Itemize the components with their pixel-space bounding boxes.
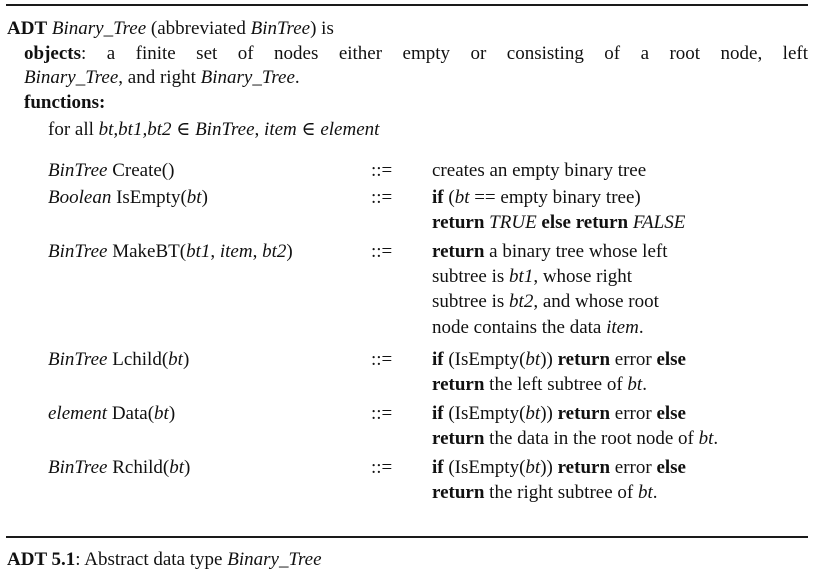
adt-header <box>7 17 334 41</box>
objects-line-1 <box>24 42 808 66</box>
caption-text: : Abstract data type <box>75 549 223 570</box>
arg-isempty: bt <box>186 187 202 208</box>
desc-text: (IsEmpty( <box>448 457 526 478</box>
close-rchild: ) <box>184 457 191 478</box>
kw-if: if <box>432 349 444 370</box>
arg-bt: bt <box>154 403 169 424</box>
desc-text: error <box>614 403 652 424</box>
desc-data-2 <box>432 427 718 451</box>
forall-comma: , <box>254 119 260 140</box>
desc-text: error <box>614 349 652 370</box>
kw-return: return <box>432 374 485 395</box>
var-bt2: bt2 <box>509 291 534 312</box>
kw-else: else <box>656 457 686 478</box>
fname-lchild: Lchild( <box>112 349 169 370</box>
desc-text: )) <box>540 403 553 424</box>
caption-name: Binary_Tree <box>227 549 322 570</box>
arg-item: item <box>219 241 253 262</box>
adt-name: Binary_Tree <box>51 18 147 39</box>
close-data: ) <box>168 403 176 424</box>
rtype-isempty: Boolean <box>48 187 112 208</box>
rtype-rchild: BinTree <box>48 457 108 478</box>
op-create: ::= <box>371 160 393 181</box>
period: . <box>652 482 658 503</box>
kw-return: return <box>432 212 485 233</box>
desc-text: the left subtree of <box>489 374 623 395</box>
arg-bt: bt <box>168 349 183 370</box>
forall-line <box>48 118 379 142</box>
top-rule <box>6 4 808 6</box>
caption-label: ADT 5.1 <box>7 549 76 570</box>
kw-else: else <box>656 403 686 424</box>
desc-text: (IsEmpty( <box>448 403 526 424</box>
forall-type-bintree: BinTree <box>195 119 255 140</box>
desc-makebt-1 <box>432 240 667 264</box>
caption <box>7 548 322 572</box>
kw-return: return <box>557 403 611 424</box>
sep-2: , <box>252 241 263 262</box>
objects-text-2: , and right <box>118 67 196 88</box>
sig-makebt <box>48 240 293 264</box>
op-data: ::= <box>371 403 393 424</box>
kw-else: else <box>656 349 686 370</box>
desc-text: node contains the data <box>432 317 602 338</box>
forall-type-element: element <box>320 119 380 140</box>
rtype-makebt: BinTree <box>48 241 108 262</box>
desc-text: , whose right <box>533 266 633 287</box>
var-bt: bt <box>454 187 470 208</box>
arg-bt: bt <box>169 457 184 478</box>
fname-isempty: IsEmpty( <box>116 187 187 208</box>
paren: ( <box>448 187 455 208</box>
desc-text: error <box>614 457 652 478</box>
kw-return: return <box>557 349 611 370</box>
op-isempty: ::= <box>371 187 393 208</box>
var-bt1: bt1 <box>509 266 534 287</box>
period: . <box>642 374 647 395</box>
desc-text: subtree is <box>432 291 505 312</box>
desc-makebt-2 <box>432 265 632 289</box>
desc-lchild-1 <box>432 348 686 372</box>
arg-bt2: bt2 <box>262 241 287 262</box>
sig-isempty <box>48 186 208 210</box>
desc-text: a binary tree whose left <box>489 241 668 262</box>
desc-lchild-2 <box>432 373 647 397</box>
var-item: item <box>606 317 639 338</box>
functions-heading <box>24 91 105 115</box>
objects-type-2: Binary_Tree <box>200 67 295 88</box>
desc-create-text: creates an empty binary tree <box>432 160 647 181</box>
elem-of-symbol: ∈ <box>176 119 191 140</box>
value-false: FALSE <box>632 212 686 233</box>
value-true: TRUE <box>489 212 537 233</box>
desc-text: , and whose root <box>533 291 659 312</box>
fname-create: Create() <box>112 160 175 181</box>
bottom-rule <box>6 536 808 538</box>
kw-return: return <box>432 241 485 262</box>
var-bt: bt <box>525 349 541 370</box>
kw-return: return <box>557 457 611 478</box>
desc-text: )) <box>540 349 553 370</box>
kw-if: if <box>432 187 444 208</box>
rtype-lchild: BinTree <box>48 349 108 370</box>
var-bt: bt <box>627 374 643 395</box>
var-bt: bt <box>637 482 653 503</box>
forall-item: item <box>264 119 297 140</box>
var-bt: bt <box>525 457 541 478</box>
kw-if: if <box>432 403 444 424</box>
op-makebt: ::= <box>371 241 393 262</box>
desc-text: == empty binary tree) <box>474 187 641 208</box>
abbr-close: ) is <box>310 18 334 39</box>
desc-makebt-3 <box>432 290 659 314</box>
sig-lchild <box>48 348 189 372</box>
desc-create <box>432 159 646 183</box>
desc-text: (IsEmpty( <box>448 349 526 370</box>
objects-period: . <box>294 67 300 88</box>
kw-if: if <box>432 457 444 478</box>
adt-keyword: ADT <box>7 18 48 39</box>
close-lchild: ) <box>182 349 190 370</box>
var-bt: bt <box>698 428 714 449</box>
desc-makebt-4 <box>432 316 644 340</box>
close-makebt: ) <box>286 241 293 262</box>
desc-rchild-1 <box>432 456 686 480</box>
fname-makebt: MakeBT( <box>112 241 187 262</box>
functions-label: functions <box>24 92 99 113</box>
objects-label: objects <box>24 43 81 64</box>
desc-isempty-1 <box>432 186 641 210</box>
sig-data <box>48 402 175 426</box>
period: . <box>638 317 644 338</box>
desc-text: subtree is <box>432 266 505 287</box>
period: . <box>713 428 719 449</box>
desc-data-1 <box>432 402 686 426</box>
objects-text: : a finite set of nodes either empty or consisting of a root node, left <box>80 43 808 64</box>
desc-isempty-2 <box>432 211 685 235</box>
desc-text: the data in the root node of <box>489 428 694 449</box>
objects-type-1: Binary_Tree <box>24 67 119 88</box>
desc-text: the right subtree of <box>489 482 634 503</box>
kw-return: return <box>432 428 485 449</box>
rtype-data: element <box>48 403 108 424</box>
desc-rchild-2 <box>432 481 658 505</box>
op-lchild: ::= <box>371 349 393 370</box>
sig-rchild <box>48 456 190 480</box>
sig-create <box>48 159 174 183</box>
arg-bt1: bt1 <box>186 241 211 262</box>
elem-of-symbol-2: ∈ <box>301 119 316 140</box>
functions-colon: : <box>98 92 106 113</box>
close-isempty: ) <box>201 187 208 208</box>
abbr-name: BinTree <box>250 18 311 39</box>
op-rchild: ::= <box>371 457 393 478</box>
kw-else-return: else return <box>541 212 629 233</box>
fname-rchild: Rchild( <box>112 457 170 478</box>
kw-return: return <box>432 482 485 503</box>
desc-text: )) <box>540 457 553 478</box>
rtype-create: BinTree <box>48 160 108 181</box>
fname-data: Data( <box>111 403 155 424</box>
forall-vars: bt,bt1,bt2 <box>98 119 172 140</box>
sep-1: , <box>210 241 220 262</box>
objects-line-2 <box>24 66 300 90</box>
abbr-open: (abbreviated <box>150 18 246 39</box>
forall-text: for all <box>48 119 94 140</box>
var-bt: bt <box>525 403 541 424</box>
